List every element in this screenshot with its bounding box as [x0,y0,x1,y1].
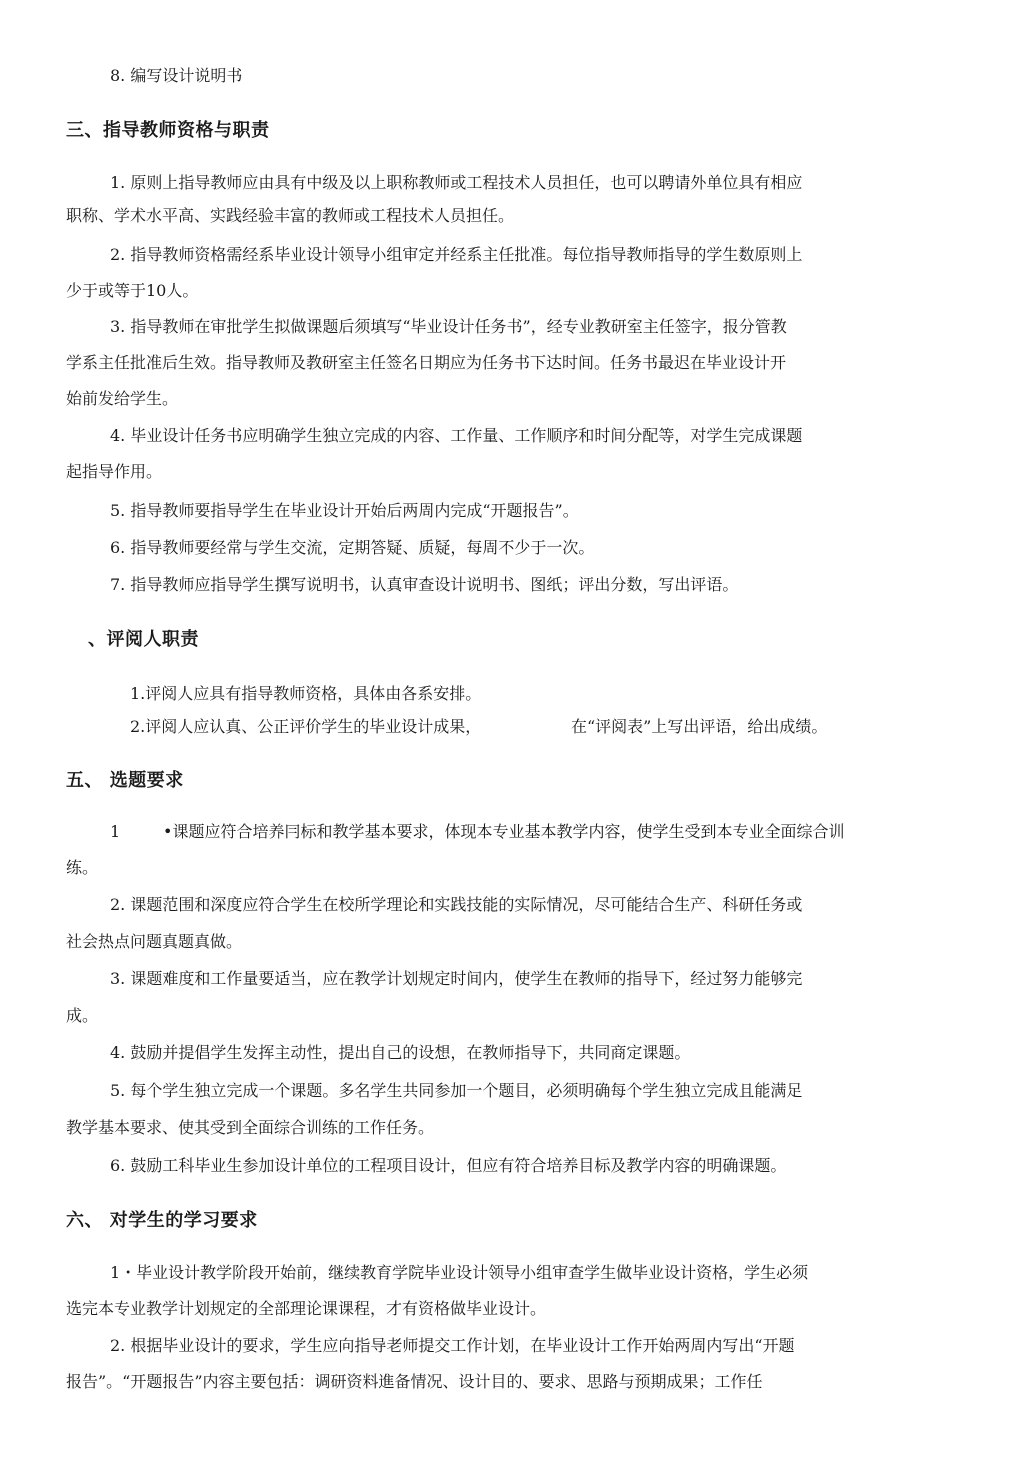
section-heading-4: 、评阅人职责 [88,629,199,650]
paragraph: 始前发给学生。 [66,389,179,408]
paragraph: 社会热点问题真题真做。 [66,932,243,951]
section-heading-3: 三、指导教师资格与职责 [66,120,270,141]
paragraph: 起指导作用。 [66,462,163,481]
paragraph: 选完本专业教学计划规定的全部理论课课程，才有资格做毕业设计。 [66,1299,547,1318]
paragraph: 2. 课题范围和深度应符合学生在校所学理论和实践技能的实际情况，尽可能结合生产、科研任务或 [110,895,803,914]
paragraph: 1.评阅人应具有指导教师资格，具体由各系安排。 [130,684,482,703]
paragraph: 3. 指导教师在审批学生拟做课题后须填写“毕业设计任务书”，经专业教研室主任签字，报分管教 [110,317,787,336]
paragraph: 1・毕业设计教学阶段开始前，继续教育学院毕业设计领导小组审查学生做毕业设计资格，学生必须 [110,1263,809,1282]
paragraph: 3. 课题难度和工作量要适当，应在教学计划规定时间内，使学生在教师的指导下，经过努力能够完 [110,969,803,988]
paragraph: 2. 指导教师资格需经系毕业设计领导小组审定并经系主任批准。每位指导教师指导的学生数原则上 [110,245,803,264]
paragraph: 学系主任批准后生效。指导教师及教研室主任签名日期应为任务书下达时间。任务书最迟在毕业设计开 [66,353,787,372]
paragraph: •课题应符合培养冃标和教学基本要求，体现本专业基本教学内容，使学生受到本专业全面综合训 [163,822,845,841]
paragraph: 教学基本要求、使其受到全面综合训练的工作任务。 [66,1118,435,1137]
section-heading-6: 六、 对学生的学习要求 [66,1210,258,1231]
section-heading-5: 五、 选题要求 [66,770,184,791]
list-item-8: 8. 编写设计说明书 [110,66,243,85]
paragraph: 6. 鼓励工科毕业生参加设计单位的工程项目设计，但应有符合培养目标及教学内容的明确课题。 [110,1156,787,1175]
paragraph: 4. 鼓励并提倡学生发挥主动性，提出自己的设想，在教师指导下，共同商定课题。 [110,1043,691,1062]
paragraph: 2.评阅人应认真、公正评价学生的毕业设计成果， [130,717,482,736]
paragraph: 4. 毕业设计任务书应明确学生独立完成的内容、工作量、工作顺序和时间分配等，对学生完成课题 [110,426,803,445]
paragraph: 成。 [66,1006,99,1025]
paragraph: 5. 指导教师要指导学生在毕业设计开始后两周内完成“开题报告”。 [110,501,579,520]
paragraph: 6. 指导教师要经常与学生交流，定期答疑、质疑，每周不少于一次。 [110,538,595,557]
paragraph: 5. 每个学生独立完成一个课题。多名学生共同参加一个题目，必须明确每个学生独立完成且能满足 [110,1081,803,1100]
paragraph: 少于或等于10人。 [66,281,199,300]
list-number: 1 [110,822,121,841]
paragraph: 2. 根据毕业设计的要求，学生应向指导老师提交工作计划，在毕业设计工作开始两周内写出“开题 [110,1336,795,1355]
paragraph: 在“评阅表”上写出评语，给出成绩。 [571,717,828,736]
paragraph: 1. 原则上指导教师应由具有中级及以上职称教师或工程技术人员担任，也可以聘请外单位具有相应 [110,173,803,192]
paragraph: 7. 指导教师应指导学生撰写说明书，认真审查设计说明书、图纸；评出分数，写出评语。 [110,575,739,594]
paragraph: 报告”。“开题报告”内容主要包括：调研资料進备情况、设计目的、要求、思路与预期成果；工作任 [66,1372,763,1391]
paragraph: 练。 [66,858,99,877]
paragraph: 职称、学术水平高、实践经验丰富的教师或工程技术人员担任。 [66,206,515,225]
